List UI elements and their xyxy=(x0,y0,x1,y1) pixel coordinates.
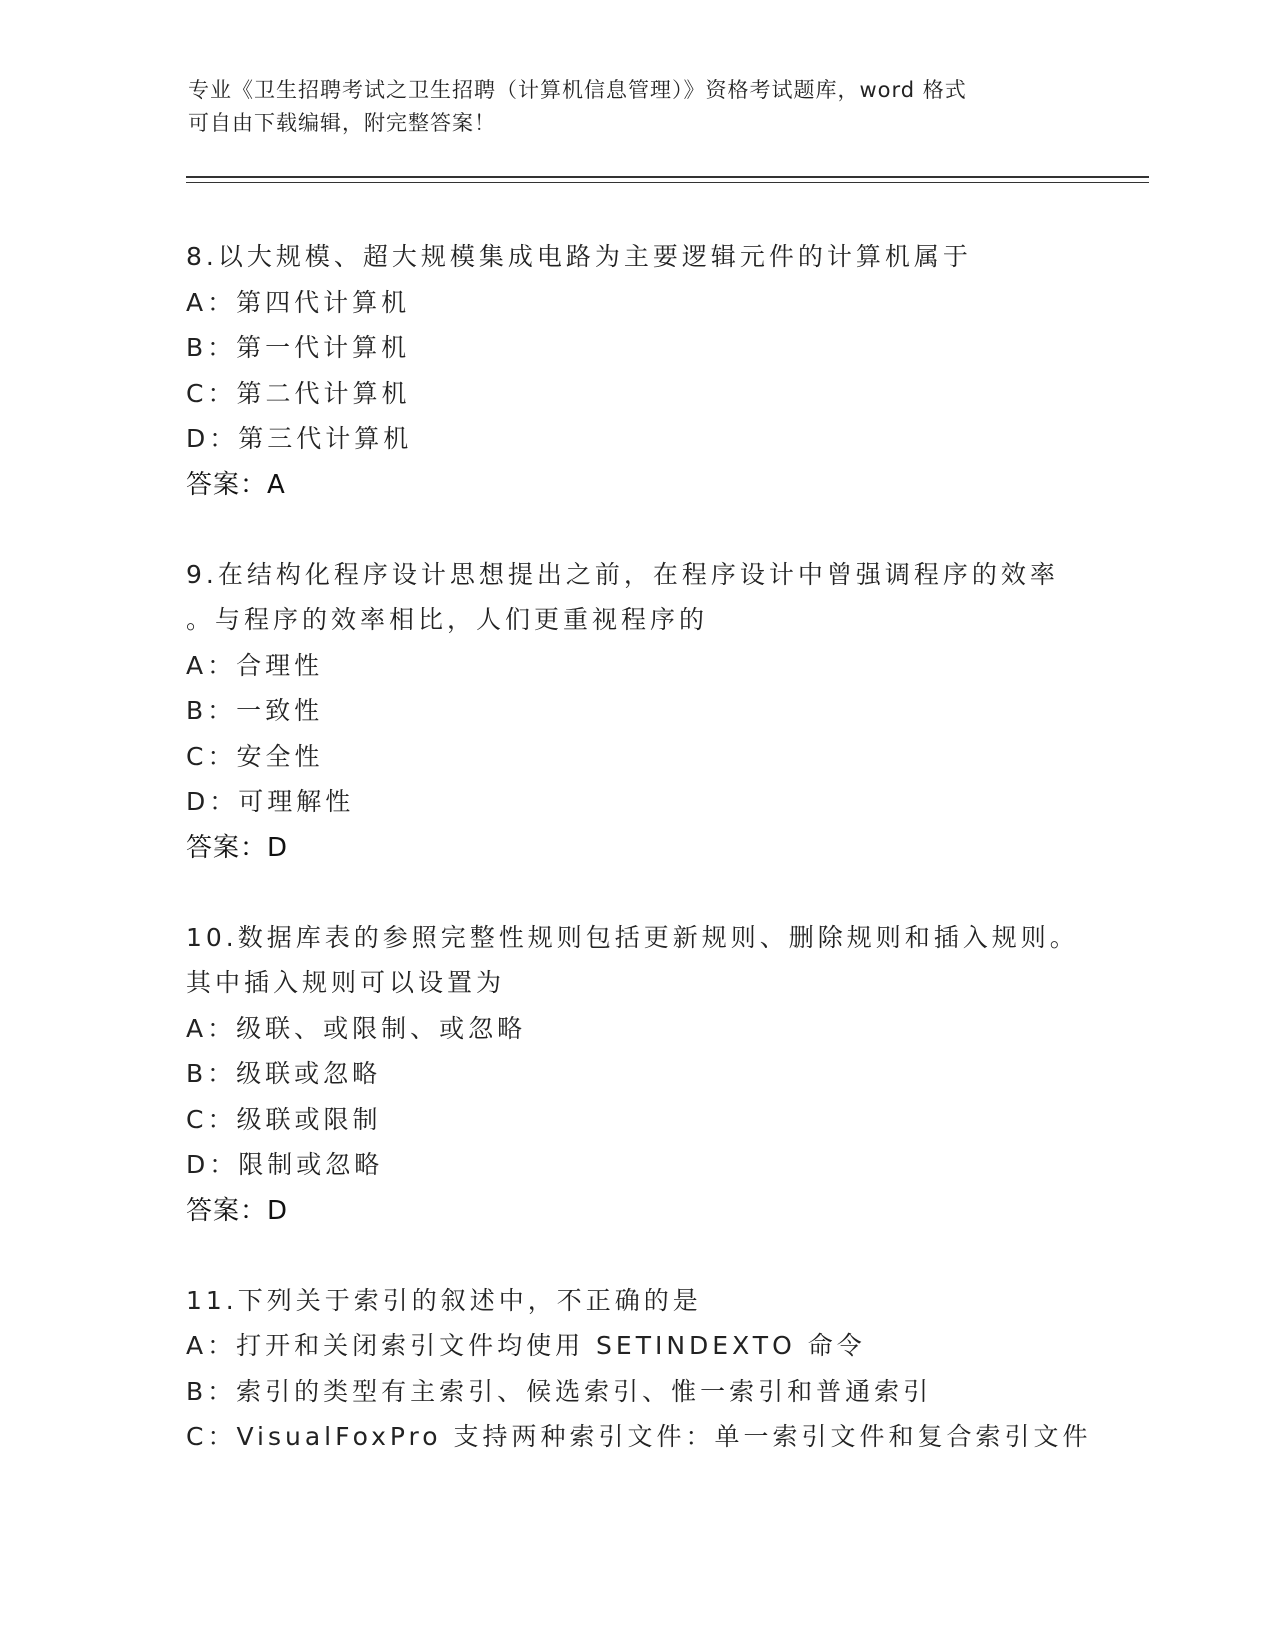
option-d: D：第三代计算机 xyxy=(186,424,413,453)
option-d: D：可理解性 xyxy=(186,787,355,816)
stem-line: 11.下列关于索引的叙述中，不正确的是 xyxy=(186,1285,702,1315)
question-stem xyxy=(186,552,1086,643)
question-9 xyxy=(186,552,1086,871)
question-stem xyxy=(186,234,1086,280)
header-line-1: 专业《卫生招聘考试之卫生招聘（计算机信息管理）》资格考试题库，word 格式 xyxy=(188,78,967,102)
option-c: C：安全性 xyxy=(186,741,324,771)
stem-line: 。与程序的效率相比，人们更重视程序的 xyxy=(186,605,709,634)
answer-line xyxy=(186,462,1086,508)
answer-value: D xyxy=(267,832,288,863)
question-8 xyxy=(186,234,1086,508)
answer-line xyxy=(186,1188,1086,1234)
option-b: B：级联或忽略 xyxy=(186,1059,382,1088)
answer-value: A xyxy=(267,469,285,500)
question-stem xyxy=(186,915,1086,1006)
answer-label: 答案： xyxy=(186,832,268,863)
answer-label: 答案： xyxy=(186,469,268,500)
question-11 xyxy=(186,1278,1092,1460)
stem-line: 10.数据库表的参照完整性规则包括更新规则、删除规则和插入规则。 xyxy=(186,922,1079,952)
option-c: C：VisualFoxPro 支持两种索引文件：单一索引文件和复合索引文件 xyxy=(186,1422,1092,1451)
answer-value: D xyxy=(267,1195,288,1226)
question-list xyxy=(186,234,1092,1504)
stem-line: 9.在结构化程序设计思想提出之前，在程序设计中曾强调程序的效率 xyxy=(186,559,1059,589)
option-d: D：限制或忽略 xyxy=(186,1150,384,1179)
option-c: C：级联或限制 xyxy=(186,1104,382,1134)
header-divider-thick xyxy=(186,176,1149,178)
stem-line: 8.以大规模、超大规模集成电路为主要逻辑元件的计算机属于 xyxy=(186,242,972,271)
stem-line: 其中插入规则可以设置为 xyxy=(186,968,506,997)
option-a: A：合理性 xyxy=(186,650,324,680)
answer-line xyxy=(186,825,1086,871)
option-b: B：索引的类型有主索引、候选索引、惟一索引和普通索引 xyxy=(186,1376,933,1406)
option-a: A：打开和关闭索引文件均使用 SETINDEXTO 命令 xyxy=(186,1331,866,1360)
question-stem xyxy=(186,1278,1086,1324)
question-10 xyxy=(186,915,1086,1234)
option-c: C：第二代计算机 xyxy=(186,378,411,408)
header-line-2: 可自由下载编辑，附完整答案！ xyxy=(188,111,496,135)
option-b: B：一致性 xyxy=(186,696,324,725)
option-b: B：第一代计算机 xyxy=(186,333,411,362)
document-header xyxy=(188,74,1068,140)
option-a: A：级联、或限制、或忽略 xyxy=(186,1013,527,1043)
header-divider-thin xyxy=(186,182,1149,183)
option-a: A：第四代计算机 xyxy=(186,287,411,317)
answer-label: 答案： xyxy=(186,1195,268,1226)
